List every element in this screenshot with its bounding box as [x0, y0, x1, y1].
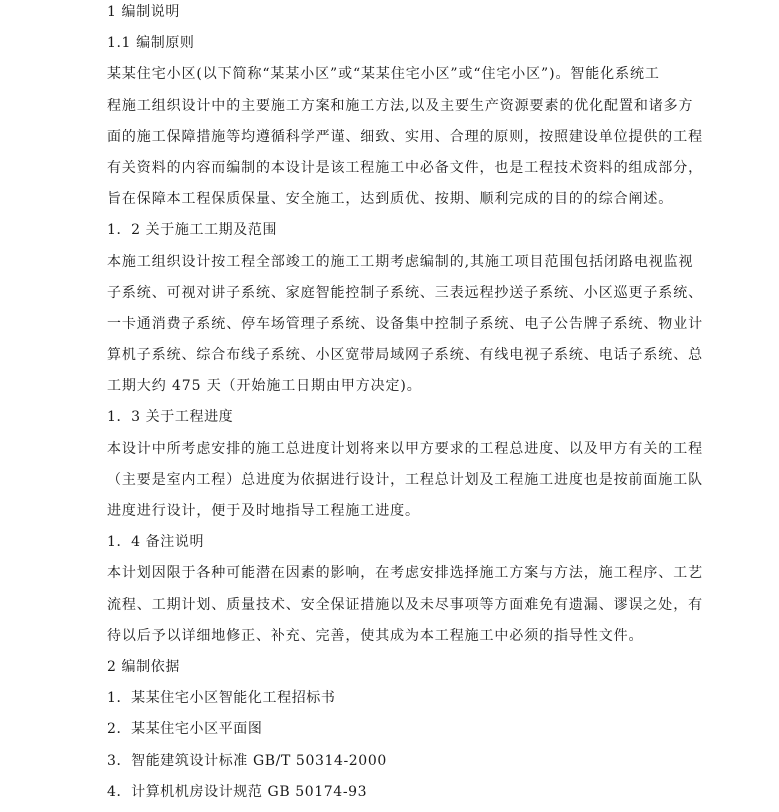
paragraph-line: 待以后予以详细地修正、补充、完善，使其成为本工程施工中必须的指导性文件。 — [107, 627, 644, 644]
paragraph-line: 一卡通消费子系统、停车场管理子系统、设备集中控制子系统、电子公告牌子系统、物业计 — [107, 315, 703, 332]
paragraph-line: 旨在保障本工程保质保量、安全施工，达到质优、按期、顺利完成的目的的综合阐述。 — [107, 191, 674, 208]
reference-item: 4．计算机机房设计规范 GB 50174-93 — [107, 783, 368, 800]
paragraph-line: 本施工组织设计按工程全部竣工的施工工期考虑编制的,其施工项目范围包括闭路电视监视 — [107, 253, 694, 270]
paragraph-line: 某某住宅小区(以下简称“某某小区”或“某某住宅小区”或“住宅小区”)。智能化系统工 — [107, 66, 660, 83]
heading-1-4: 1．4 备注说明 — [107, 534, 205, 551]
paragraph-line: 面的施工保障措施等均遵循科学严谨、细致、实用、合理的原则，按照建设单位提供的工程 — [107, 128, 703, 145]
paragraph-line: 有关资料的内容而编制的本设计是该工程施工中必备文件，也是工程技术资料的组成部分， — [107, 159, 703, 176]
reference-item: 2．某某住宅小区平面图 — [107, 721, 263, 738]
heading-2: 2 编制依据 — [107, 658, 180, 675]
paragraph-line: 流程、工期计划、质量技术、安全保证措施以及未尽事项等方面难免有遗漏、谬误之处，有 — [107, 596, 703, 613]
reference-item: 3．智能建筑设计标准 GB/T 50314-2000 — [107, 752, 387, 769]
paragraph-line: 程施工组织设计中的主要施工方案和施工方法,以及主要生产资源要素的优化配置和诸多方 — [107, 97, 694, 114]
heading-1-2: 1．2 关于施工工期及范围 — [107, 222, 278, 239]
paragraph-line: 进度进行设计，便于及时地指导工程施工进度。 — [107, 503, 420, 519]
paragraph-line: 子系统、可视对讲子系统、家庭智能控制子系统、三表远程抄送子系统、小区巡更子系统、 — [107, 284, 703, 301]
heading-1-3: 1．3 关于工程进度 — [107, 409, 234, 426]
reference-item: 1．某某住宅小区智能化工程招标书 — [107, 690, 336, 707]
heading-1: 1 编制说明 — [107, 4, 180, 20]
paragraph-line: （主要是室内工程）总进度为依据进行设计，工程总计划及工程施工进度也是按前面施工队 — [107, 471, 703, 488]
paragraph-line: 本设计中所考虑安排的施工总进度计划将来以甲方要求的工程总进度、以及甲方有关的工程 — [107, 440, 703, 457]
paragraph-line: 本计划因限于各种可能潜在因素的影响，在考虑安排选择施工方案与方法，施工程序、工艺 — [107, 565, 703, 582]
paragraph-line: 算机子系统、综合布线子系统、小区宽带局域网子系统、有线电视子系统、电话子系统、总 — [107, 347, 703, 364]
paragraph-line: 工期大约 475 天（开始施工日期由甲方决定)。 — [107, 378, 422, 395]
document-body — [107, 0, 703, 808]
heading-1-1: 1.1 编制原则 — [107, 35, 195, 52]
